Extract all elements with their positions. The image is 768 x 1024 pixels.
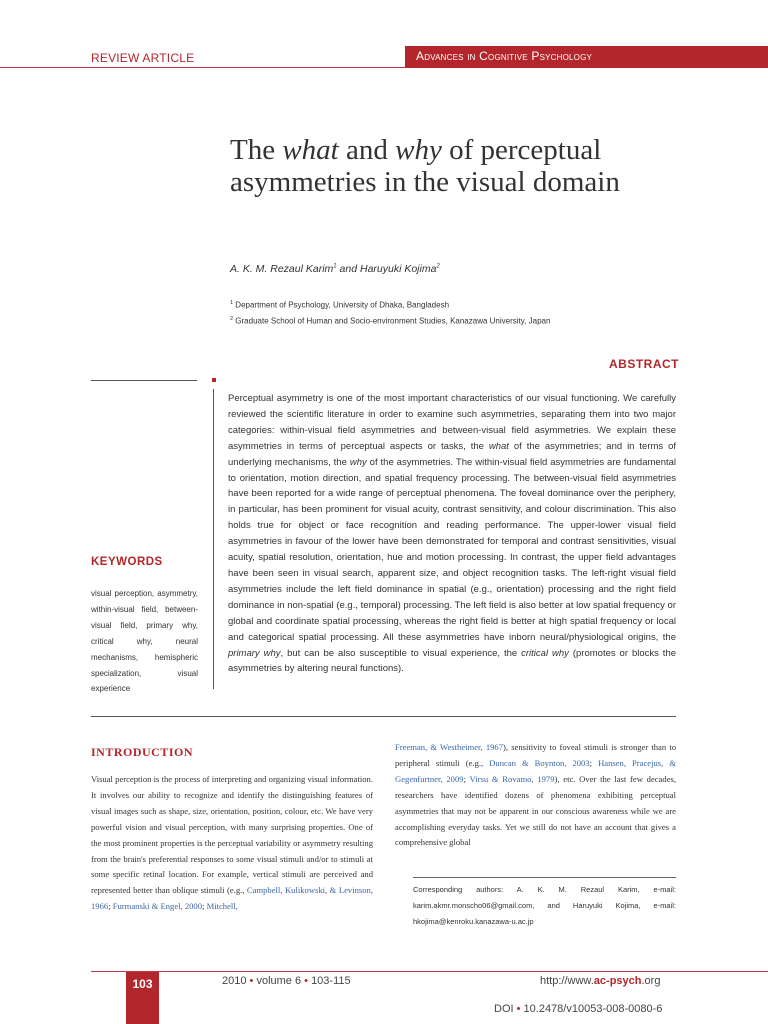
doi [494, 1003, 662, 1015]
journal-url[interactable] [540, 975, 660, 987]
url-part: ac-psych [593, 975, 642, 987]
body-text: ; [108, 901, 113, 912]
title-part: The [230, 134, 283, 166]
abstract-part: of the asymmetries. The within-visual field asymmetries are fundamental to orientation, motion direction, and spatial frequency processing. The between-visual field asymmetries have been reported for a wide range of perceptual phenomena. The foveal dominance over the periphery, in particular, has been prominent for visual acuity, contrast sensitivity, and colour discrimination. This also holds true for object or face recognition and reading performance. The upper-lower visual field asymmetries in favour of the lower have been demonstrated for temporal and contrast sensitivities, visual acuity, spatial resolution, orientation, hue and motion processing. In contrast, the upper field advantages have been seen in visual search, apparent size, and object recognition tasks. The left-right visual field asymmetries include the left field dominance in spatial (e.g., orientation) processing and the right field dominance in non-spatial (e.g., temporal) processing. The left field is also better at low spatial frequency or global and coordinate spatial processing, whereas the right field is better at high spatial frequency or local and categorical spatial processing. All these asymmetries have inborn neural/physiological origins, the [228, 456, 677, 643]
footnote-rule [413, 877, 676, 878]
body-text: ), etc. Over the last few decades, researchers have identified dozens of phenomena exhibiting perceptual asymmetries that may not be apparent in our conscious awareness while we are accomplishing everyday tasks. Yet we still do not have an account that gives a comprehensive global [395, 773, 677, 848]
abstract-em: primary why [228, 647, 281, 659]
article-title [230, 134, 700, 198]
body-text: Visual perception is the process of interpreting and organizing visual information. It involves our ability to recognize and identify the distinguishing features of visual images such as shape, size, orientation, position, colour, etc. We have very powerful vision and visual perception, with many surprising properties. One of the most prominent properties is the perceptual variability or asymmetry resulting from the brain's preferential responses to some visual stimuli and/or to stimuli at some specific retinal location. For example, vertical stimuli are perceived and represented better than oblique stimuli (e.g., [91, 774, 373, 896]
citation-link[interactable]: Campbell, Kulikowski, & Levinson, 1966 [91, 885, 373, 912]
intro-column-2 [395, 740, 676, 851]
aff-sup: 1 [230, 300, 234, 306]
citation-link[interactable]: Furmanski & Engel, 2000 [112, 901, 203, 912]
page-range: 103-115 [311, 975, 351, 987]
intro-column-1 [91, 772, 373, 915]
author-2-sup: 2 [436, 263, 440, 270]
doi-value: 10.2478/v10053-008-0080-6 [523, 1003, 663, 1015]
abstract-em: critical why [521, 647, 569, 659]
keywords-list: visual perception, asymmetry, within-visual field, between-visual field, primary why, critical why, neural mechanisms, hemispheric specialization, visual experience [91, 589, 198, 694]
abstract-part: of the asymmetries; and in terms of underlying mechanisms, the [228, 440, 676, 468]
bullet: • [246, 975, 257, 987]
author-sep: and [336, 263, 360, 275]
doi-label: DOI [494, 1003, 514, 1015]
title-why: why [395, 134, 442, 166]
citation-link[interactable]: Mitchell, [206, 901, 238, 912]
abstract-rule [91, 380, 197, 381]
abstract-part: , but can be also susceptible to visual experience, the [280, 647, 522, 659]
abstract-em: what [488, 440, 509, 452]
article-type: REVIEW ARTICLE [91, 51, 195, 65]
author-2: Haruyuki Kojima [359, 263, 437, 275]
corresponding-authors-footnote: Corresponding authors: A. K. M. Rezaul Karim, e-mail: karim.akmr.monscho06@gmail.com, and Haruyuki Kojima, e-mail: hkojima@kenroku.kanazawa-u.ac.jp [413, 885, 676, 926]
citation-link[interactable]: Duncan & Boynton, 2003 [489, 757, 590, 768]
affiliation-1 [230, 300, 449, 310]
abstract-em: why [349, 456, 367, 468]
abstract-text [228, 391, 676, 677]
section-rule [91, 716, 676, 717]
keywords-heading: KEYWORDS [91, 556, 163, 568]
url-part: .org [641, 975, 661, 987]
volume-info [222, 975, 351, 987]
bullet: • [301, 975, 312, 987]
introduction-heading: INTRODUCTION [91, 745, 194, 759]
body-text: ; [463, 773, 470, 784]
body-text: ; [589, 757, 599, 768]
aff-sup: 2 [230, 316, 234, 322]
citation-link[interactable]: Hansen, Pracejus, & Gegenfurtner, 2009 [395, 757, 676, 784]
title-part: and [338, 134, 396, 166]
accent-dot [212, 378, 216, 382]
page-number: 103 [132, 977, 153, 991]
citation-link[interactable]: Virsu & Rovamo, 1979 [469, 773, 555, 784]
author-1-sup: 1 [333, 263, 337, 270]
title-part: of perceptual asymmetries in the visual domain [230, 134, 620, 198]
aff-text: Graduate School of Human and Socio-environment Studies, Kanazawa University, Japan [233, 316, 551, 326]
journal-name: Advances in Cognitive Psychology [416, 49, 593, 63]
body-text: ), sensitivity to foveal stimuli is stronger than to peripheral stimuli (e.g., [395, 742, 676, 768]
abstract-part: Perceptual asymmetry is one of the most important characteristics of our visual functioning. We carefully reviewed the scientific literature in order to examine such asymmetries, separating them into two major categories: within-visual field asymmetries and between-visual field asymmetries. We explain these asymmetries in terms of perceptual aspects or tasks, the [228, 393, 676, 452]
body-text: ; [202, 901, 207, 912]
year: 2010 [222, 975, 247, 987]
authors [230, 263, 440, 275]
citation-link[interactable]: Freeman, & Westheimer, 1967 [395, 742, 504, 752]
bullet: • [513, 1003, 524, 1015]
abstract-part: (promotes or blocks the asymmetries by altering neural functions). [228, 647, 677, 675]
affiliation-2 [230, 316, 550, 326]
title-what: what [282, 134, 339, 166]
column-divider [213, 389, 214, 689]
abstract-heading: ABSTRACT [609, 357, 679, 371]
volume: volume 6 [256, 975, 302, 987]
author-1: A. K. M. Rezaul Karim [230, 263, 334, 275]
url-part: http://www. [540, 975, 594, 987]
aff-text: Department of Psychology, University of Dhaka, Bangladesh [233, 300, 450, 310]
footer-rule [91, 971, 768, 972]
